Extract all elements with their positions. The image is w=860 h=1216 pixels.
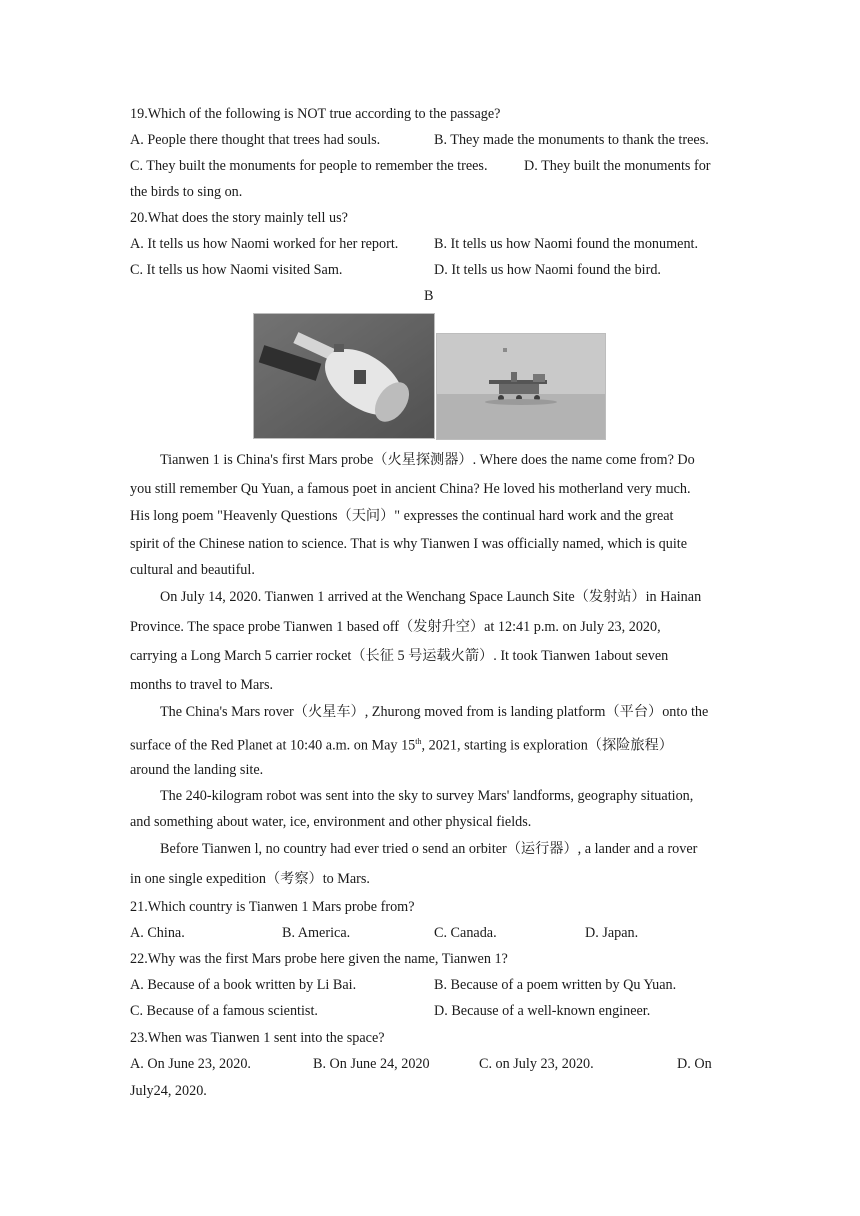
p2-line-2: Province. The space probe Tianwen 1 based off（发射升空）at 12:41 p.m. on July 23, 2020,: [130, 619, 661, 635]
p4-line-1: The 240-kilogram robot was sent into the sky to survey Mars' landforms, geography situation,: [160, 788, 694, 804]
q21-option-a: A. China.: [130, 925, 185, 941]
q22-option-b: B. Because of a poem written by Qu Yuan.: [434, 977, 677, 993]
q20-option-b: B. It tells us how Naomi found the monument.: [434, 236, 699, 252]
p3-line-2-start: surface of the Red Planet at 10:40 a.m. on May 15: [130, 737, 416, 754]
q23-option-d-cont: July24, 2020.: [130, 1083, 207, 1099]
q21-option-c: C. Canada.: [434, 925, 497, 941]
q19-option-c: C. They built the monuments for people to remember the trees.: [130, 158, 488, 174]
q22-option-a: A. Because of a book written by Li Bai.: [130, 977, 357, 993]
q19-option-d: D. They built the monuments for: [524, 158, 711, 174]
q21-option-b: B. America.: [282, 925, 351, 941]
section-label: B: [424, 288, 434, 304]
rover-photo: [436, 333, 606, 440]
p5-line-2: in one single expedition（考察）to Mars.: [130, 871, 370, 887]
q23-option-c: C. on July 23, 2020.: [479, 1056, 594, 1072]
q19-option-b: B. They made the monuments to thank the trees.: [434, 132, 709, 148]
q21-question: 21.Which country is Tianwen 1 Mars probe from?: [130, 899, 415, 915]
p1-line-1: Tianwen 1 is China's first Mars probe（火星探测器）. Where does the name come from? Do: [160, 452, 695, 468]
p4-line-2: and something about water, ice, environment and other physical fields.: [130, 814, 532, 830]
probe-photo: [253, 313, 435, 439]
q20-option-c: C. It tells us how Naomi visited Sam.: [130, 262, 343, 278]
q22-option-d: D. Because of a well-known engineer.: [434, 1003, 651, 1019]
q23-option-a: A. On June 23, 2020.: [130, 1056, 251, 1072]
p3-line-2-end: , 2021, starting is exploration（探险旅程）: [421, 737, 673, 754]
q19-question: 19.Which of the following is NOT true according to the passage?: [130, 106, 501, 122]
p2-line-1: On July 14, 2020. Tianwen 1 arrived at the Wenchang Space Launch Site（发射站）in Hainan: [160, 589, 702, 605]
q23-question: 23.When was Tianwen 1 sent into the space?: [130, 1030, 385, 1046]
p1-line-5: cultural and beautiful.: [130, 562, 255, 578]
p3-line-3: around the landing site.: [130, 762, 264, 778]
q22-option-c: C. Because of a famous scientist.: [130, 1003, 318, 1019]
q23-option-b: B. On June 24, 2020: [313, 1056, 430, 1072]
p3-line-1: The China's Mars rover（火星车）, Zhurong moved from is landing platform（平台）onto the: [160, 704, 709, 720]
q19-option-d-cont: the birds to sing on.: [130, 184, 243, 200]
p3-line-2: [130, 733, 673, 755]
p2-line-4: months to travel to Mars.: [130, 677, 274, 693]
p5-line-1: Before Tianwen l, no country had ever tried o send an orbiter（运行器）, a lander and a rover: [160, 841, 698, 857]
q19-option-a: A. People there thought that trees had souls.: [130, 132, 381, 148]
q20-option-d: D. It tells us how Naomi found the bird.: [434, 262, 661, 278]
q22-question: 22.Why was the first Mars probe here given the name, Tianwen 1?: [130, 951, 508, 967]
p1-line-2: you still remember Qu Yuan, a famous poet in ancient China? He loved his motherland very much.: [130, 481, 691, 497]
p3-line-2-sup: th: [415, 737, 422, 746]
p2-line-3: carrying a Long March 5 carrier rocket（长征 5 号运载火箭）. It took Tianwen 1about seven: [130, 648, 669, 664]
q20-question: 20.What does the story mainly tell us?: [130, 210, 348, 226]
p1-line-3: His long poem "Heavenly Questions（天问）" expresses the continual hard work and the great: [130, 508, 674, 524]
q20-option-a: A. It tells us how Naomi worked for her report.: [130, 236, 399, 252]
q23-option-d: D. On: [677, 1056, 712, 1072]
p1-line-4: spirit of the Chinese nation to science. That is why Tianwen I was officially named, which is quite: [130, 536, 688, 552]
q21-option-d: D. Japan.: [585, 925, 639, 941]
